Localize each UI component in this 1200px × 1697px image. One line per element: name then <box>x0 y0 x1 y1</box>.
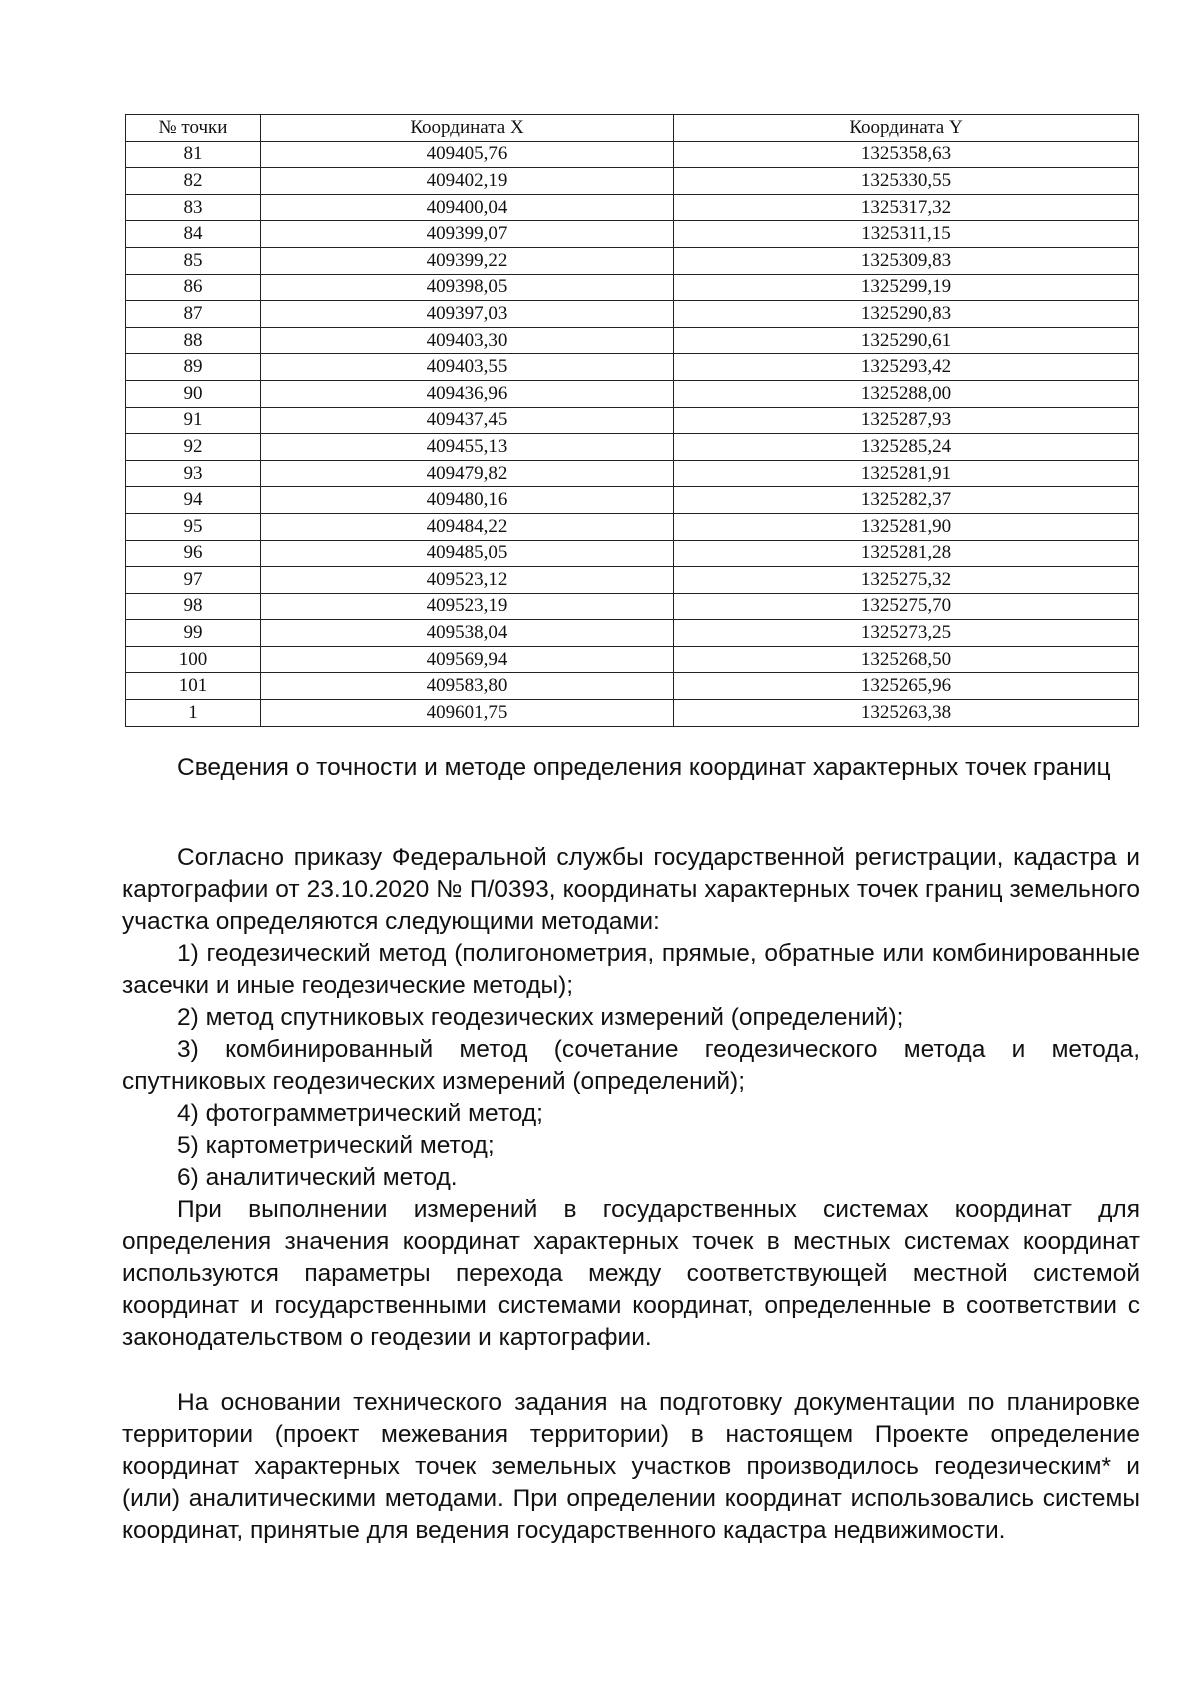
cell-coordinate-y: 1325330,55 <box>674 168 1139 195</box>
table-row <box>126 407 1139 434</box>
cell-coordinate-x: 409484,22 <box>261 513 674 540</box>
cell-coordinate-x: 409403,30 <box>261 327 674 354</box>
cell-coordinate-y: 1325281,28 <box>674 540 1139 567</box>
cell-coordinate-x: 409479,82 <box>261 460 674 487</box>
cell-coordinate-y: 1325285,24 <box>674 434 1139 461</box>
cell-coordinate-x: 409485,05 <box>261 540 674 567</box>
cell-coordinate-y: 1325309,83 <box>674 247 1139 274</box>
cell-point-number: 85 <box>126 247 261 274</box>
cell-point-number: 97 <box>126 567 261 594</box>
cell-point-number: 84 <box>126 221 261 248</box>
cell-coordinate-x: 409399,07 <box>261 221 674 248</box>
section-heading: Сведения о точности и методе определения координат характерных точек границ <box>177 754 1111 781</box>
basis-section <box>122 1387 1140 1547</box>
cell-coordinate-y: 1325282,37 <box>674 487 1139 514</box>
table-row <box>126 460 1139 487</box>
cell-coordinate-x: 409397,03 <box>261 301 674 328</box>
header-coordinate-x: Координата X <box>261 115 674 142</box>
cell-point-number: 83 <box>126 194 261 221</box>
cell-coordinate-y: 1325281,90 <box>674 513 1139 540</box>
table-body <box>126 141 1139 726</box>
cell-coordinate-y: 1325317,32 <box>674 194 1139 221</box>
cell-point-number: 96 <box>126 540 261 567</box>
table-row <box>126 168 1139 195</box>
cell-coordinate-x: 409455,13 <box>261 434 674 461</box>
basis-paragraph: На основании технического задания на подготовку документации по планировке территории (проект межевания территории) в настоящем Проекте определение координат характерных точек земельных участков производилось геодезическим* и (или) аналитическими методами. При определении координат использовались системы координат, принятые для ведения государственного кадастра недвижимости. <box>122 1389 1140 1544</box>
cell-point-number: 94 <box>126 487 261 514</box>
cell-coordinate-y: 1325290,61 <box>674 327 1139 354</box>
cell-coordinate-y: 1325265,96 <box>674 673 1139 700</box>
method-item: 6) аналитический метод. <box>177 1164 458 1191</box>
cell-coordinate-x: 409569,94 <box>261 646 674 673</box>
table-row <box>126 593 1139 620</box>
cell-coordinate-x: 409480,16 <box>261 487 674 514</box>
cell-point-number: 101 <box>126 673 261 700</box>
table-row <box>126 620 1139 647</box>
methods-intro: Согласно приказу Федеральной службы государственной регистрации, кадастра и картографии от 23.10.2020 № П/0393, координаты характерных точек границ земельного участка определяются следующими методами: <box>122 844 1140 935</box>
cell-coordinate-y: 1325293,42 <box>674 354 1139 381</box>
cell-point-number: 1 <box>126 700 261 727</box>
cell-point-number: 86 <box>126 274 261 301</box>
cell-coordinate-y: 1325287,93 <box>674 407 1139 434</box>
cell-coordinate-x: 409436,96 <box>261 380 674 407</box>
cell-coordinate-x: 409399,22 <box>261 247 674 274</box>
table-row <box>126 646 1139 673</box>
table-row <box>126 487 1139 514</box>
table-row <box>126 221 1139 248</box>
cell-coordinate-y: 1325281,91 <box>674 460 1139 487</box>
cell-point-number: 95 <box>126 513 261 540</box>
cell-coordinate-x: 409538,04 <box>261 620 674 647</box>
cell-coordinate-y: 1325290,83 <box>674 301 1139 328</box>
method-item: 1) геодезический метод (полигонометрия, прямые, обратные или комбинированные засечки и иные геодезические методы); <box>122 940 1140 999</box>
table-row <box>126 673 1139 700</box>
cell-coordinate-x: 409402,19 <box>261 168 674 195</box>
cell-coordinate-x: 409437,45 <box>261 407 674 434</box>
table-row <box>126 434 1139 461</box>
cell-point-number: 100 <box>126 646 261 673</box>
cell-coordinate-x: 409400,04 <box>261 194 674 221</box>
cell-coordinate-y: 1325263,38 <box>674 700 1139 727</box>
cell-point-number: 82 <box>126 168 261 195</box>
table-row <box>126 354 1139 381</box>
cell-coordinate-x: 409523,12 <box>261 567 674 594</box>
cell-point-number: 99 <box>126 620 261 647</box>
cell-coordinate-y: 1325288,00 <box>674 380 1139 407</box>
table-row <box>126 700 1139 727</box>
cell-point-number: 81 <box>126 141 261 168</box>
table-row <box>126 247 1139 274</box>
cell-point-number: 92 <box>126 434 261 461</box>
cell-point-number: 88 <box>126 327 261 354</box>
table-row <box>126 513 1139 540</box>
cell-coordinate-x: 409523,19 <box>261 593 674 620</box>
cell-coordinate-y: 1325299,19 <box>674 274 1139 301</box>
method-item: 2) метод спутниковых геодезических измерений (определений); <box>177 1004 904 1031</box>
cell-point-number: 98 <box>126 593 261 620</box>
table-header-row <box>126 115 1139 142</box>
table-row <box>126 327 1139 354</box>
cell-coordinate-x: 409601,75 <box>261 700 674 727</box>
cell-point-number: 87 <box>126 301 261 328</box>
table-row <box>126 274 1139 301</box>
header-coordinate-y: Координата Y <box>674 115 1139 142</box>
table-row <box>126 194 1139 221</box>
cell-point-number: 93 <box>126 460 261 487</box>
cell-point-number: 89 <box>126 354 261 381</box>
cell-coordinate-x: 409403,55 <box>261 354 674 381</box>
table-row <box>126 540 1139 567</box>
cell-point-number: 90 <box>126 380 261 407</box>
cell-coordinate-y: 1325268,50 <box>674 646 1139 673</box>
cell-coordinate-y: 1325311,15 <box>674 221 1139 248</box>
cell-coordinate-x: 409398,05 <box>261 274 674 301</box>
table-row <box>126 567 1139 594</box>
measurement-note: При выполнении измерений в государственных системах координат для определения значения координат характерных точек в местных системах координат используются параметры перехода между соответствующей местной системой координат и государственными системами координат, определенные в соответствии с законодательством о геодезии и картографии. <box>122 1196 1140 1351</box>
header-point-number: № точки <box>126 115 261 142</box>
cell-point-number: 91 <box>126 407 261 434</box>
method-item: 5) картометрический метод; <box>177 1132 495 1159</box>
table-row <box>126 141 1139 168</box>
coordinates-table <box>125 114 1139 727</box>
table-row <box>126 380 1139 407</box>
accuracy-section <box>122 752 1140 784</box>
method-item: 4) фотограмметрический метод; <box>177 1100 543 1127</box>
methods-section <box>122 842 1140 1354</box>
cell-coordinate-y: 1325358,63 <box>674 141 1139 168</box>
cell-coordinate-x: 409405,76 <box>261 141 674 168</box>
method-item: 3) комбинированный метод (сочетание геодезического метода и метода, спутниковых геодезических измерений (определений); <box>122 1036 1140 1095</box>
cell-coordinate-y: 1325275,70 <box>674 593 1139 620</box>
cell-coordinate-x: 409583,80 <box>261 673 674 700</box>
cell-coordinate-y: 1325273,25 <box>674 620 1139 647</box>
table-row <box>126 301 1139 328</box>
cell-coordinate-y: 1325275,32 <box>674 567 1139 594</box>
